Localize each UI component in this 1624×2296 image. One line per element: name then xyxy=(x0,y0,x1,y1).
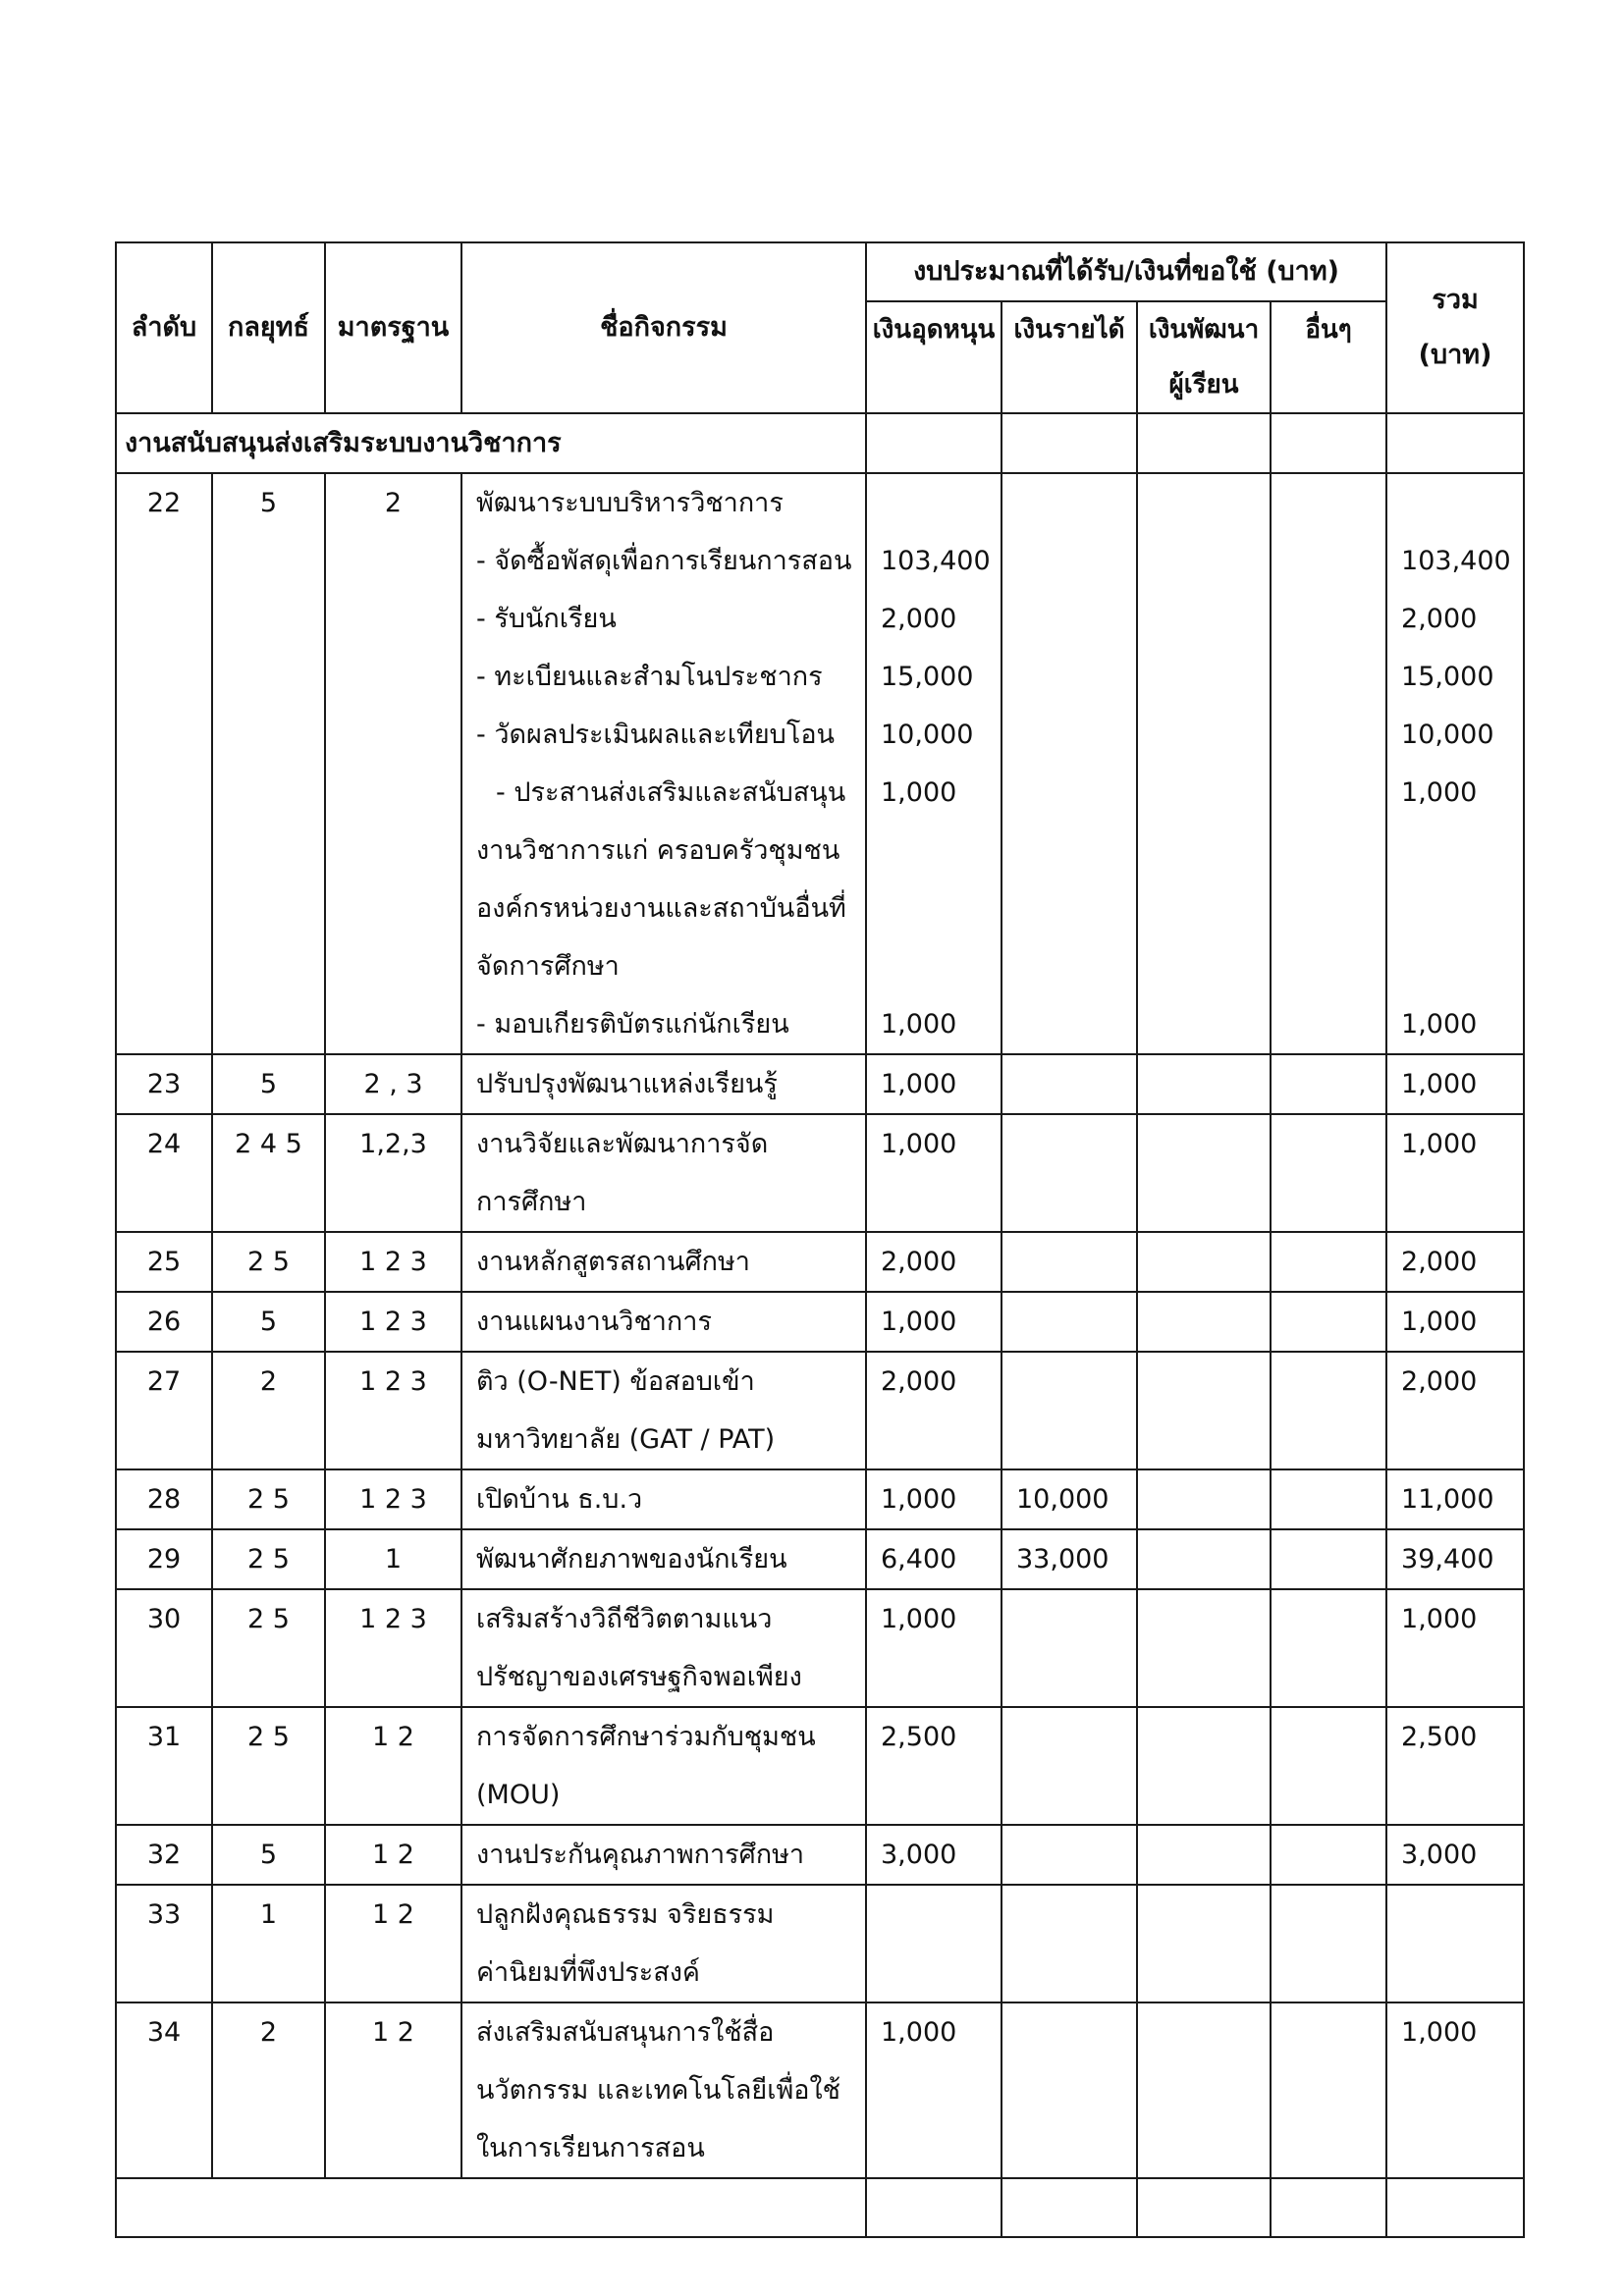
row-strategy: 5 xyxy=(212,1292,325,1352)
table-row xyxy=(116,1707,1524,1825)
total-value: 103,400 xyxy=(1401,546,1511,576)
row-other xyxy=(1271,1232,1386,1292)
activity-line: (MOU) xyxy=(476,1780,561,1810)
row-other xyxy=(1271,1707,1386,1825)
row-income xyxy=(1001,1054,1137,1114)
row-income xyxy=(1001,1352,1137,1469)
row-learner-dev xyxy=(1137,1114,1271,1232)
activity-title: พัฒนาระบบบริหารวิชาการ xyxy=(476,488,784,518)
row-other xyxy=(1271,1292,1386,1352)
row-other xyxy=(1271,1529,1386,1589)
row-order: 30 xyxy=(116,1589,212,1707)
row-activity xyxy=(461,1352,866,1469)
row-strategy: 5 xyxy=(212,473,325,1054)
row-total xyxy=(1386,1885,1524,2002)
row-standard: 1,2,3 xyxy=(325,1114,461,1232)
activity-line: งานแผนงานวิชาการ xyxy=(476,1307,712,1337)
subsidy-value: 10,000 xyxy=(881,720,974,750)
row-total: 11,000 xyxy=(1386,1469,1524,1529)
activity-line: การศึกษา xyxy=(476,1187,587,1217)
row-activity xyxy=(461,1292,866,1352)
row-income xyxy=(1001,1292,1137,1352)
total-value: 2,000 xyxy=(1401,604,1478,634)
row-learner-dev xyxy=(1137,1352,1271,1469)
header-total-line1: รวม xyxy=(1432,285,1479,315)
table-row xyxy=(116,1589,1524,1707)
row-order: 33 xyxy=(116,1885,212,2002)
subsidy-value: 15,000 xyxy=(881,662,974,692)
row-income xyxy=(1001,1232,1137,1292)
row-strategy: 2 xyxy=(212,1352,325,1469)
row-subsidy: 1,000 xyxy=(866,1469,1001,1529)
row-standard: 2 xyxy=(325,473,461,1054)
header-other: อื่นๆ xyxy=(1271,301,1386,413)
section-row xyxy=(116,413,1524,473)
activity-line: นวัตกรรม และเทคโนโลยีเพื่อใช้ xyxy=(476,2075,840,2106)
header-strategy: กลยุทธ์ xyxy=(212,242,325,413)
activity-line: ปลูกฝังคุณธรรม จริยธรรม xyxy=(476,1899,775,1930)
row-order: 22 xyxy=(116,473,212,1054)
row-other xyxy=(1271,1589,1386,1707)
row-activity xyxy=(461,1529,866,1589)
row-standard: 1 2 3 xyxy=(325,1589,461,1707)
row-learner-dev xyxy=(1137,1054,1271,1114)
row-learner-dev xyxy=(1137,2002,1271,2178)
row-standard: 1 2 xyxy=(325,1885,461,2002)
row-subsidy: 1,000 xyxy=(866,2002,1001,2178)
row-activity xyxy=(461,1589,866,1707)
row-income xyxy=(1001,1825,1137,1885)
row-subsidy: 1,000 xyxy=(866,1589,1001,1707)
row-total: 1,000 xyxy=(1386,2002,1524,2178)
total-value: 10,000 xyxy=(1401,720,1494,750)
row-subsidy: 1,000 xyxy=(866,1054,1001,1114)
row-learner-dev xyxy=(1137,1469,1271,1529)
row-standard: 1 xyxy=(325,1529,461,1589)
row-order: 23 xyxy=(116,1054,212,1114)
row-activity xyxy=(461,2002,866,2178)
activity-line: ปรัชญาของเศรษฐกิจพอเพียง xyxy=(476,1662,802,1692)
row-order: 32 xyxy=(116,1825,212,1885)
row-strategy: 2 5 xyxy=(212,1589,325,1707)
activity-item: - ประสานส่งเสริมและสนับสนุน xyxy=(496,777,846,808)
table-row xyxy=(116,1529,1524,1589)
row-strategy: 2 xyxy=(212,2002,325,2178)
row-learner-dev xyxy=(1137,473,1271,1054)
row-standard: 2 , 3 xyxy=(325,1054,461,1114)
row-learner-dev xyxy=(1137,1529,1271,1589)
row-standard: 1 2 xyxy=(325,2002,461,2178)
activity-item-cont: งานวิชาการแก่ ครอบครัวชุมชน xyxy=(476,835,840,866)
row-subsidy xyxy=(866,473,1001,1054)
subsidy-value: 1,000 xyxy=(881,777,957,808)
row-strategy: 5 xyxy=(212,1054,325,1114)
row-activity xyxy=(461,1469,866,1529)
budget-table xyxy=(115,241,1525,2238)
total-value: 1,000 xyxy=(1401,1009,1478,1040)
row-strategy: 2 4 5 xyxy=(212,1114,325,1232)
row-subsidy: 2,000 xyxy=(866,1352,1001,1469)
header-learner-dev-line1: เงินพัฒนา xyxy=(1148,315,1260,345)
row-strategy: 2 5 xyxy=(212,1707,325,1825)
row-total xyxy=(1386,473,1524,1054)
table-row xyxy=(116,1825,1524,1885)
section-title: งานสนับสนุนส่งเสริมระบบงานวิชาการ xyxy=(116,413,866,473)
table-row xyxy=(116,1292,1524,1352)
table-row xyxy=(116,1114,1524,1232)
header-income: เงินรายได้ xyxy=(1001,301,1137,413)
header-total xyxy=(1386,242,1524,413)
activity-line: ปรับปรุงพัฒนาแหล่งเรียนรู้ xyxy=(476,1069,778,1099)
row-other xyxy=(1271,1054,1386,1114)
activity-item-cont: องค์กรหน่วยงานและสถาบันอื่นที่ xyxy=(476,893,846,924)
row-total: 1,000 xyxy=(1386,1589,1524,1707)
row-activity xyxy=(461,1707,866,1825)
activity-item: - วัดผลประเมินผลและเทียบโอน xyxy=(476,720,835,750)
row-subsidy: 1,000 xyxy=(866,1114,1001,1232)
activity-line: เสริมสร้างวิถีชีวิตตามแนว xyxy=(476,1604,773,1634)
row-standard: 1 2 3 xyxy=(325,1292,461,1352)
activity-item-cont: จัดการศึกษา xyxy=(476,951,620,982)
header-activity: ชื่อกิจกรรม xyxy=(461,242,866,413)
row-total: 39,400 xyxy=(1386,1529,1524,1589)
activity-line: ค่านิยมที่พึงประสงค์ xyxy=(476,1957,700,1988)
row-other xyxy=(1271,1885,1386,2002)
row-order: 34 xyxy=(116,2002,212,2178)
row-total: 1,000 xyxy=(1386,1292,1524,1352)
row-standard: 1 2 3 xyxy=(325,1469,461,1529)
subsidy-value: 2,000 xyxy=(881,604,957,634)
row-standard: 1 2 3 xyxy=(325,1232,461,1292)
table-row xyxy=(116,2002,1524,2178)
row-order: 28 xyxy=(116,1469,212,1529)
row-order: 27 xyxy=(116,1352,212,1469)
row-total: 2,500 xyxy=(1386,1707,1524,1825)
activity-line: ติว (O-NET) ข้อสอบเข้า xyxy=(476,1366,755,1397)
row-other xyxy=(1271,2002,1386,2178)
row-standard: 1 2 xyxy=(325,1825,461,1885)
row-standard: 1 2 xyxy=(325,1707,461,1825)
activity-item: - จัดซื้อพัสดุเพื่อการเรียนการสอน xyxy=(476,546,852,576)
table-row xyxy=(116,1469,1524,1529)
activity-item: - รับนักเรียน xyxy=(476,604,617,634)
header-total-line2: (บาท) xyxy=(1418,340,1492,370)
row-activity xyxy=(461,1114,866,1232)
row-other xyxy=(1271,1825,1386,1885)
activity-line: พัฒนาศักยภาพของนักเรียน xyxy=(476,1544,787,1575)
row-strategy: 2 5 xyxy=(212,1469,325,1529)
row-subsidy xyxy=(866,1885,1001,2002)
activity-line: งานหลักสูตรสถานศึกษา xyxy=(476,1247,750,1277)
row-other xyxy=(1271,1469,1386,1529)
row-subsidy: 1,000 xyxy=(866,1292,1001,1352)
subsidy-value: 103,400 xyxy=(881,546,991,576)
header-budget-group: งบประมาณที่ได้รับ/เงินที่ขอใช้ (บาท) xyxy=(866,242,1386,301)
row-order: 29 xyxy=(116,1529,212,1589)
row-income: 10,000 xyxy=(1001,1469,1137,1529)
activity-line: มหาวิทยาลัย (GAT / PAT) xyxy=(476,1424,776,1455)
row-total: 3,000 xyxy=(1386,1825,1524,1885)
table-row xyxy=(116,473,1524,1054)
row-subsidy: 2,000 xyxy=(866,1232,1001,1292)
row-order: 26 xyxy=(116,1292,212,1352)
row-other xyxy=(1271,1114,1386,1232)
row-activity xyxy=(461,1054,866,1114)
row-order: 24 xyxy=(116,1114,212,1232)
header-learner-dev-line2: ผู้เรียน xyxy=(1168,370,1239,400)
table-row xyxy=(116,1232,1524,1292)
activity-item: - ทะเบียนและสำมโนประชากร xyxy=(476,662,823,692)
row-learner-dev xyxy=(1137,1825,1271,1885)
row-order: 31 xyxy=(116,1707,212,1825)
row-standard: 1 2 3 xyxy=(325,1352,461,1469)
activity-item: - มอบเกียรติบัตรแก่นักเรียน xyxy=(476,1009,789,1040)
row-order: 25 xyxy=(116,1232,212,1292)
header-order: ลำดับ xyxy=(116,242,212,413)
row-subsidy: 2,500 xyxy=(866,1707,1001,1825)
row-activity xyxy=(461,1825,866,1885)
row-total: 2,000 xyxy=(1386,1232,1524,1292)
total-value: 15,000 xyxy=(1401,662,1494,692)
row-income xyxy=(1001,1707,1137,1825)
row-learner-dev xyxy=(1137,1292,1271,1352)
header-standard: มาตรฐาน xyxy=(325,242,461,413)
activity-line: ส่งเสริมสนับสนุนการใช้สื่อ xyxy=(476,2017,775,2048)
row-total: 1,000 xyxy=(1386,1114,1524,1232)
activity-line: เปิดบ้าน ธ.บ.ว xyxy=(476,1484,643,1515)
table-row xyxy=(116,1352,1524,1469)
activity-line: งานประกันคุณภาพการศึกษา xyxy=(476,1840,805,1870)
header-subsidy: เงินอุดหนุน xyxy=(866,301,1001,413)
row-other xyxy=(1271,473,1386,1054)
table-row xyxy=(116,1885,1524,2002)
row-income: 33,000 xyxy=(1001,1529,1137,1589)
row-strategy: 1 xyxy=(212,1885,325,2002)
empty-row xyxy=(116,2178,1524,2237)
row-subsidy: 3,000 xyxy=(866,1825,1001,1885)
row-income xyxy=(1001,2002,1137,2178)
row-learner-dev xyxy=(1137,1232,1271,1292)
row-other xyxy=(1271,1352,1386,1469)
row-income xyxy=(1001,473,1137,1054)
activity-line: การจัดการศึกษาร่วมกับชุมชน xyxy=(476,1722,816,1752)
row-activity xyxy=(461,1232,866,1292)
row-income xyxy=(1001,1114,1137,1232)
activity-line: ในการเรียนการสอน xyxy=(476,2133,705,2163)
total-value: 1,000 xyxy=(1401,777,1478,808)
row-total: 1,000 xyxy=(1386,1054,1524,1114)
row-learner-dev xyxy=(1137,1707,1271,1825)
activity-line: งานวิจัยและพัฒนาการจัด xyxy=(476,1129,769,1159)
row-learner-dev xyxy=(1137,1589,1271,1707)
row-strategy: 2 5 xyxy=(212,1232,325,1292)
subsidy-value: 1,000 xyxy=(881,1009,957,1040)
row-activity xyxy=(461,473,866,1054)
row-total: 2,000 xyxy=(1386,1352,1524,1469)
row-learner-dev xyxy=(1137,1885,1271,2002)
row-income xyxy=(1001,1885,1137,2002)
row-subsidy: 6,400 xyxy=(866,1529,1001,1589)
row-strategy: 2 5 xyxy=(212,1529,325,1589)
header-learner-dev xyxy=(1137,301,1271,413)
row-activity xyxy=(461,1885,866,2002)
table-row xyxy=(116,1054,1524,1114)
row-income xyxy=(1001,1589,1137,1707)
row-strategy: 5 xyxy=(212,1825,325,1885)
